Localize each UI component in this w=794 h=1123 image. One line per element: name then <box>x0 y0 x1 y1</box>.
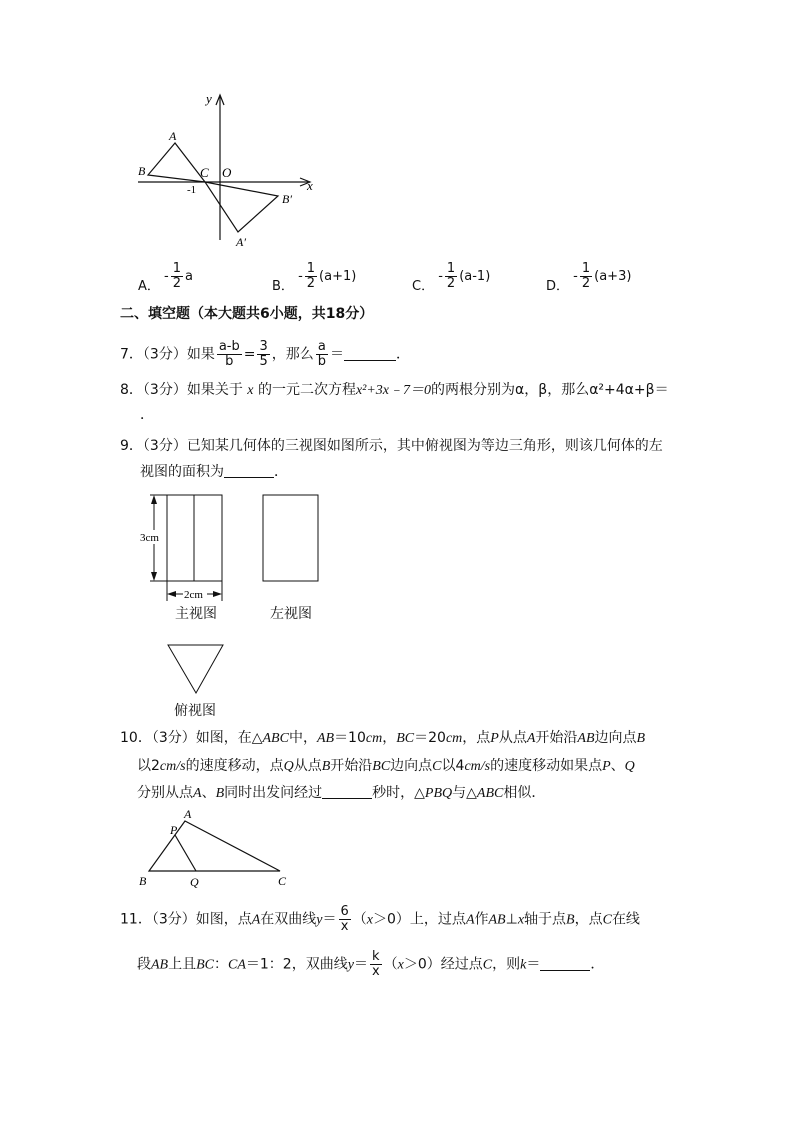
q11-v1: A <box>251 912 261 928</box>
q10-v9: B <box>636 731 646 746</box>
q11-end: ． <box>590 956 605 973</box>
q11-v7: B <box>566 912 575 928</box>
q11-t19: ＝ <box>526 956 541 973</box>
front-view-label: 主视图 <box>175 606 217 622</box>
point-b-prime-label: B′ <box>282 192 292 206</box>
q11-t15: ＝ <box>353 956 368 973</box>
q7-f2-num: 3 <box>259 339 268 354</box>
q7-mid: ，那么 <box>271 346 314 363</box>
q11-fraction-2 <box>370 950 382 979</box>
q10-line-1 <box>120 728 645 749</box>
q11-t10: 在线 <box>611 911 640 928</box>
option-c-rest: (a-1) <box>459 269 491 284</box>
q10-v21: ABC <box>476 786 504 801</box>
option-d-den: 2 <box>581 276 591 291</box>
q8-equation: x²+3x﹣7＝0 <box>355 383 432 398</box>
q8-text-3: 的两根分别为α，β，那么α²+4α+β＝ <box>431 382 669 398</box>
q10-t3: ＝10 <box>334 730 366 746</box>
q10-t14: 边向点 <box>390 758 433 774</box>
q7-suffix-eq: ＝ <box>330 346 345 363</box>
q11-t12: 上且 <box>168 956 197 973</box>
q11-answer-blank[interactable] <box>540 956 590 971</box>
q11-v8: C <box>602 912 612 928</box>
q7-f3-num: a <box>317 339 326 354</box>
option-b[interactable] <box>272 262 356 297</box>
option-c-den: 2 <box>446 276 456 291</box>
y-axis-label: y <box>206 91 212 106</box>
q11-t5: ＞0）上，过点 <box>373 911 466 928</box>
q10-t21: 秒时，△ <box>372 785 425 801</box>
q11-v2: y <box>316 912 323 928</box>
option-c-letter: C． <box>412 279 435 294</box>
q11-v9: AB <box>151 957 169 973</box>
triangle-abc-outline <box>149 821 280 871</box>
q7-eq: = <box>243 346 256 363</box>
q11-t4: （ <box>352 911 367 928</box>
option-a-minus: - <box>164 269 169 284</box>
q11-f2-den: x <box>371 964 380 979</box>
q11-t17: ＞0）经过点 <box>403 956 483 973</box>
height-arrow-bottom <box>151 572 157 581</box>
q10-v11: Q <box>283 759 294 774</box>
height-dimension-label: 3cm <box>140 532 159 544</box>
q10-v16: P <box>602 759 611 774</box>
option-c[interactable] <box>412 262 490 297</box>
option-d-letter: D． <box>546 279 570 294</box>
q7-end: ． <box>396 346 411 363</box>
q10-v8: AB <box>577 731 595 746</box>
option-a[interactable] <box>138 262 193 297</box>
q10-t12: 从点 <box>293 758 322 774</box>
q10-v4: BC <box>396 731 415 746</box>
q11-v14: C <box>482 957 493 973</box>
option-b-fraction <box>305 262 317 291</box>
q10-v1: ABC <box>262 731 289 746</box>
option-b-letter: B． <box>272 279 294 294</box>
q11-t16: （ <box>383 956 398 973</box>
q10-v6: P <box>490 731 499 746</box>
three-views-figure <box>130 485 350 725</box>
q7-f2-den: 5 <box>259 354 268 369</box>
q11-v3: x <box>366 912 374 928</box>
fig-label-q: Q <box>190 875 199 889</box>
q11-f2-num: k <box>372 949 380 964</box>
q11-t9: ，点 <box>574 911 603 928</box>
option-a-num: 1 <box>172 261 182 276</box>
q10-v3: cm <box>365 731 383 746</box>
q10-t9: 边向点 <box>594 730 637 746</box>
triangle-figure <box>132 806 302 891</box>
q8-var-x: x <box>247 383 254 398</box>
q9-line-2 <box>140 462 288 482</box>
q10-v18: A <box>193 786 202 801</box>
q11-t14: ＝1：2，双曲线 <box>245 956 348 973</box>
option-d-minus: - <box>573 269 578 284</box>
q7-fraction-2 <box>257 340 269 369</box>
q11-t6: 作 <box>474 911 489 928</box>
q10-t22: 与△ <box>452 785 477 801</box>
fig-label-p: P <box>170 823 178 837</box>
q10-t18: 分别从点 <box>137 785 193 801</box>
coordinate-figure <box>130 85 330 255</box>
q7-f1-den: b <box>225 354 234 369</box>
fig-label-c: C <box>278 874 287 888</box>
q10-v19: B <box>215 786 225 801</box>
option-a-fraction <box>171 262 183 291</box>
q10-t1: 10．（3分）如图，在△ <box>120 730 263 746</box>
q11-v4: A <box>465 912 475 928</box>
option-c-minus: - <box>438 269 443 284</box>
question-7 <box>120 340 410 369</box>
q10-v17: Q <box>624 759 635 774</box>
q10-t11: 的速度移动，点 <box>185 758 284 774</box>
side-view-label: 左视图 <box>270 606 312 622</box>
q10-v14: C <box>432 759 442 774</box>
option-b-den: 2 <box>306 276 316 291</box>
q7-prefix: 7．（3分）如果 <box>120 346 215 363</box>
point-a-prime-label: A′ <box>236 235 246 249</box>
q8-line-2: ． <box>140 407 154 423</box>
fig-label-a: A <box>184 807 192 821</box>
q11-v6: x <box>517 912 525 928</box>
triangle-a-prime-b-prime-c <box>205 182 278 232</box>
q10-t4: ， <box>382 730 397 746</box>
q11-f1-den: x <box>340 919 349 934</box>
q7-f1-num: a-b <box>218 339 240 354</box>
triangle-abc <box>148 143 205 182</box>
q11-v13: x <box>397 957 404 973</box>
q11-t8: 轴于点 <box>524 911 567 928</box>
q10-v2: AB <box>316 731 335 746</box>
q10-t8: 开始沿 <box>535 730 578 746</box>
segment-pq <box>175 835 196 871</box>
top-view-label: 俯视图 <box>174 703 216 719</box>
q11-v11: CA <box>228 957 246 973</box>
option-d-rest: (a+3) <box>594 269 632 284</box>
q11-t2: 在双曲线 <box>260 911 317 928</box>
q10-t7: 从点 <box>498 730 527 746</box>
q10-t23: 相似． <box>503 785 546 801</box>
option-b-rest: (a+1) <box>319 269 357 284</box>
q10-t15: 以4 <box>441 758 465 774</box>
q10-t5: ＝20 <box>414 730 446 746</box>
option-b-num: 1 <box>306 261 316 276</box>
q11-v15: k <box>520 957 527 973</box>
option-b-minus: - <box>298 269 303 284</box>
q11-t7: ⊥ <box>505 911 518 928</box>
q9-text: 视图的面积为 <box>140 464 224 480</box>
q10-line-3 <box>137 783 545 804</box>
section-heading: 二、填空题（本大题共6小题，共18分） <box>120 306 374 322</box>
q10-v20: PBQ <box>424 786 453 801</box>
q11-t18: ，则 <box>492 956 521 973</box>
q7-fraction-3 <box>316 340 328 369</box>
q11-line-2 <box>137 950 604 979</box>
option-d[interactable] <box>546 262 631 297</box>
height-arrow-top <box>151 495 157 504</box>
q10-t2: 中， <box>288 730 317 746</box>
q10-v5: cm <box>445 731 463 746</box>
q10-v15: cm/s <box>464 759 491 774</box>
q9-line-1: 9．（3分）已知某几何体的三视图如图所示，其中俯视图为等边三角形，则该几何体的左 <box>120 438 663 454</box>
origin-label: O <box>222 165 232 180</box>
neg-one-label: -1 <box>187 184 197 196</box>
option-a-rest: a <box>185 269 193 284</box>
q7-answer-blank[interactable] <box>344 346 396 361</box>
q11-v5: AB <box>488 912 506 928</box>
q10-v12: B <box>321 759 331 774</box>
q10-t6: ，点 <box>462 730 491 746</box>
q11-t13: ： <box>214 956 228 973</box>
q10-answer-blank[interactable] <box>322 784 372 799</box>
q10-v7: A <box>526 731 536 746</box>
q11-fraction-1 <box>339 905 351 934</box>
q10-t10: 以2 <box>137 758 160 774</box>
option-a-den: 2 <box>172 276 182 291</box>
q10-t16: 的速度移动如果点 <box>490 758 603 774</box>
option-c-fraction <box>445 262 457 291</box>
q10-line-2 <box>137 756 635 777</box>
q11-line-1 <box>120 905 640 934</box>
width-arrow-left <box>167 591 176 597</box>
q10-v13: BC <box>372 759 391 774</box>
q10-t17: 、 <box>610 758 625 774</box>
option-d-fraction <box>580 262 592 291</box>
point-c-label: C <box>200 165 209 180</box>
q10-t19: 、 <box>201 785 216 801</box>
width-arrow-right <box>213 591 222 597</box>
q10-t13: 开始沿 <box>330 758 373 774</box>
option-c-num: 1 <box>446 261 456 276</box>
fig-label-b: B <box>139 874 147 888</box>
top-view-triangle <box>168 645 223 693</box>
q9-end: ． <box>274 464 288 480</box>
q11-t11: 段 <box>137 956 151 973</box>
q11-t1: 11．（3分）如图，点 <box>120 911 252 928</box>
q10-v10: cm/s <box>159 759 186 774</box>
q8-text-2: 的一元二次方程 <box>257 382 356 398</box>
width-dimension-label: 2cm <box>184 589 203 601</box>
q11-f1-num: 6 <box>340 904 349 919</box>
option-a-letter: A． <box>138 279 160 294</box>
q8-text-1: 8．（3分）如果关于 <box>120 382 243 398</box>
x-axis-label: x <box>307 178 313 193</box>
point-b-label: B <box>138 164 146 178</box>
q11-t3: ＝ <box>322 911 337 928</box>
q9-answer-blank[interactable] <box>224 463 274 478</box>
point-a-label: A <box>169 129 177 143</box>
option-d-num: 1 <box>581 261 591 276</box>
q10-t20: 同时出发问经过 <box>224 785 323 801</box>
q11-v10: BC <box>196 957 214 973</box>
side-view-rect <box>263 495 318 581</box>
question-8 <box>120 380 669 401</box>
q11-v12: y <box>347 957 354 973</box>
q7-f3-den: b <box>317 354 327 369</box>
q7-fraction-1 <box>217 340 242 369</box>
